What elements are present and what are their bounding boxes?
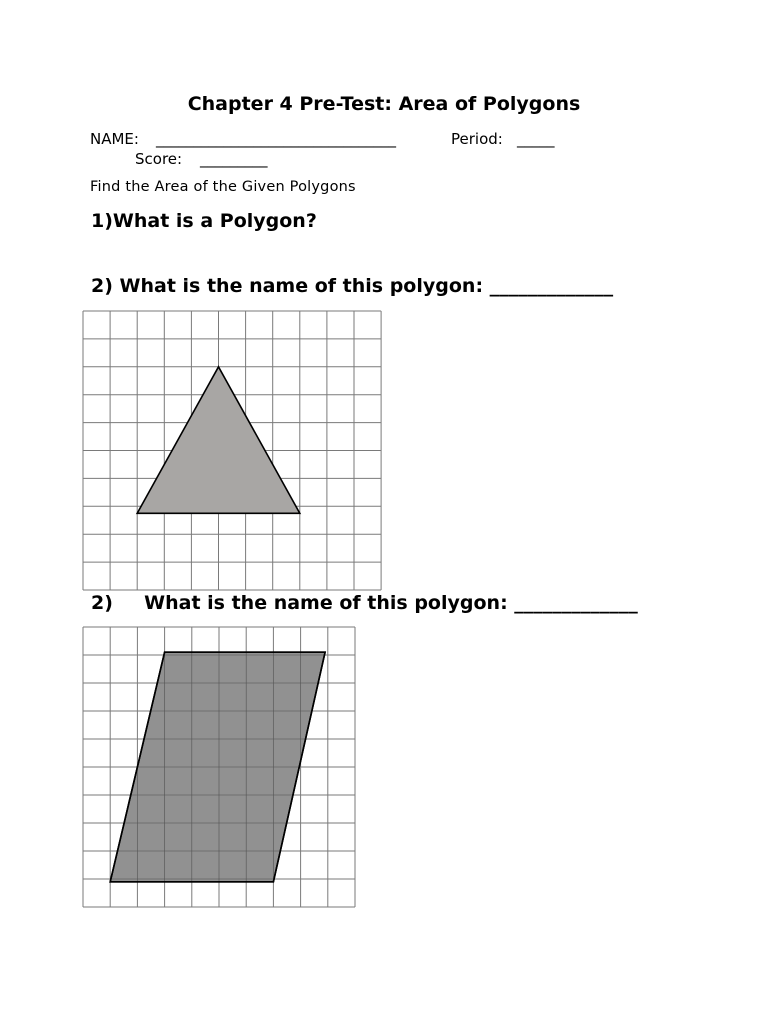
period-blank[interactable]: _____ xyxy=(517,130,555,148)
name-blank[interactable]: ________________________________ xyxy=(156,130,396,148)
parallelogram-grid-figure xyxy=(82,626,356,908)
instructions: Find the Area of the Given Polygons xyxy=(90,179,356,195)
period-label: Period: xyxy=(451,130,503,148)
question-3-blank[interactable]: _____________ xyxy=(514,592,638,614)
question-2-number: 2) xyxy=(91,275,113,297)
question-1 xyxy=(91,210,317,232)
score-blank[interactable]: _________ xyxy=(200,150,268,168)
question-1-text: What is a Polygon? xyxy=(112,210,317,232)
triangle-shape xyxy=(137,367,300,514)
question-2-blank[interactable]: _____________ xyxy=(489,275,614,297)
question-1-number: 1) xyxy=(91,210,113,232)
triangle-grid-figure xyxy=(82,310,383,591)
question-2 xyxy=(91,275,613,297)
score-label: Score: xyxy=(135,150,183,168)
question-2-text: What is the name of this polygon: xyxy=(119,275,484,297)
question-3 xyxy=(91,592,638,614)
question-3-number: 2) xyxy=(91,592,113,614)
page-title: Chapter 4 Pre-Test: Area of Polygons xyxy=(187,93,581,115)
question-3-text: What is the name of this polygon: xyxy=(144,592,508,614)
name-label: NAME: xyxy=(90,130,139,148)
